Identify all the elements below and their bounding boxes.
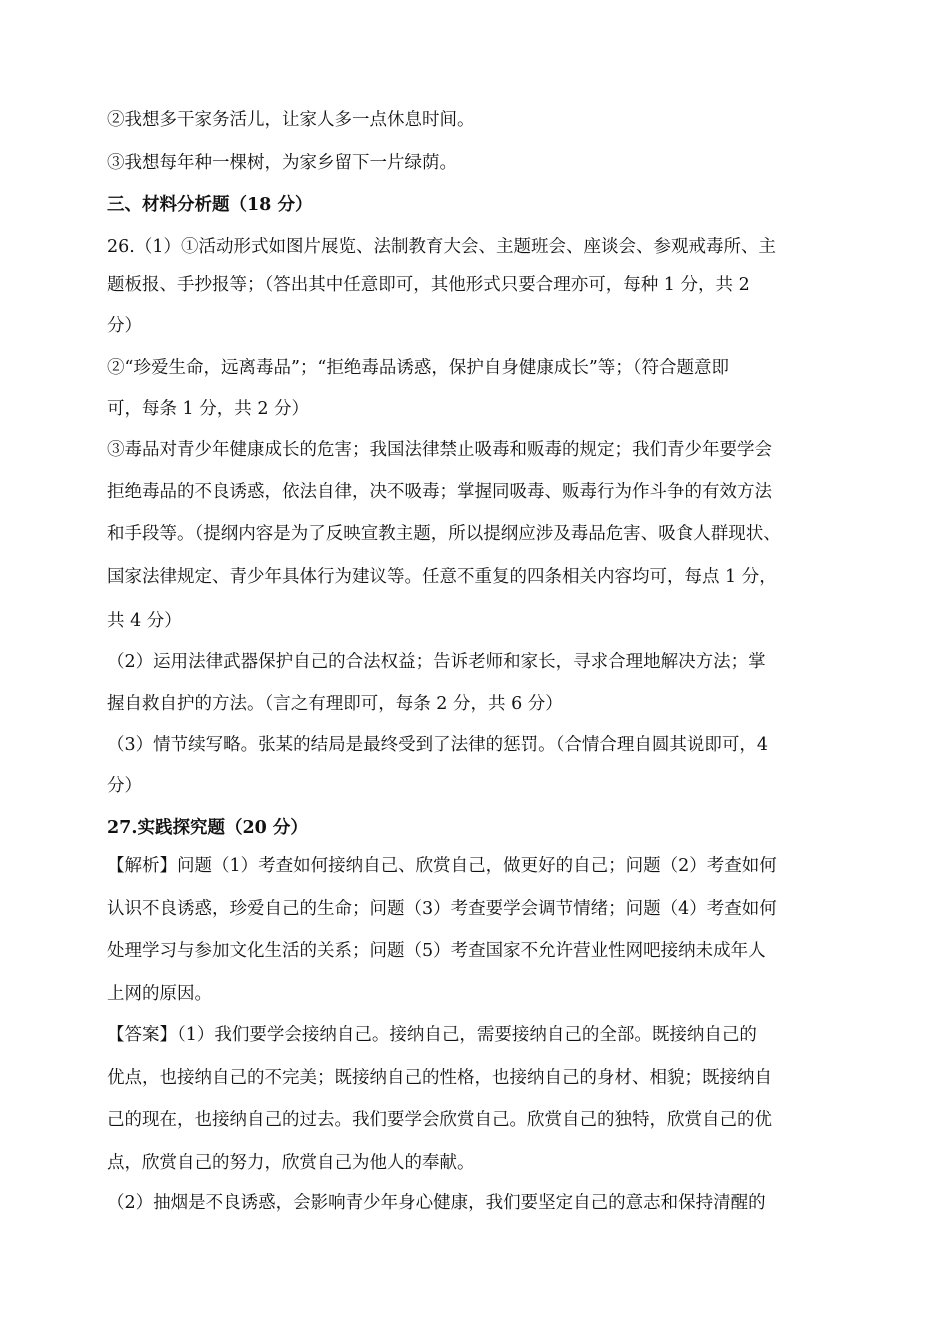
answer-line: 【解析】问题（1）考查如何接纳自己、欣赏自己，做更好的自己；问题（2）考查如何 xyxy=(107,856,777,876)
answer-line: 国家法律规定、青少年具体行为建议等。任意不重复的四条相关内容均可，每点 1 分， xyxy=(107,567,777,587)
answer-line: 点，欣赏自己的努力，欣赏自己为他人的奉献。 xyxy=(107,1153,475,1173)
answer-line: 题板报、手抄报等；（答出其中任意即可，其他形式只要合理亦可，每种 1 分，共 2 xyxy=(107,275,750,295)
answer-line: 处理学习与参加文化生活的关系；问题（5）考查国家不允许营业性网吧接纳未成年人 xyxy=(107,941,766,961)
answer-line: 优点，也接纳自己的不完美；既接纳自己的性格，也接纳自己的身材、相貌；既接纳自 xyxy=(107,1068,772,1088)
answer-line: ②“珍爱生命，远离毒品”；“拒绝毒品诱惑，保护自身健康成长”等；（符合题意即 xyxy=(107,358,730,378)
answer-line: ②我想多干家务活儿，让家人多一点休息时间。 xyxy=(107,110,475,130)
answer-line: 和手段等。（提纲内容是为了反映宣教主题，所以提纲应涉及毒品危害、吸食人群现状、 xyxy=(107,524,781,544)
answer-line: （2）抽烟是不良诱惑，会影响青少年身心健康，我们要坚定自己的意志和保持清醒的 xyxy=(107,1193,766,1213)
answer-line: 共 4 分） xyxy=(107,611,182,631)
answer-line: （2）运用法律武器保护自己的合法权益；告诉老师和家长，寻求合理地解决方法；掌 xyxy=(107,652,766,672)
answer-line: 拒绝毒品的不良诱惑，依法自律，决不吸毒；掌握同吸毒、贩毒行为作斗争的有效方法 xyxy=(107,482,772,502)
answer-line: ③毒品对青少年健康成长的危害；我国法律禁止吸毒和贩毒的规定；我们青少年要学会 xyxy=(107,440,772,460)
answer-line: 【答案】（1）我们要学会接纳自己。接纳自己，需要接纳自己的全部。既接纳自己的 xyxy=(107,1025,757,1045)
answer-line: 握自救自护的方法。（言之有理即可，每条 2 分，共 6 分） xyxy=(107,694,563,714)
answer-line: 上网的原因。 xyxy=(107,984,212,1004)
section-heading: 三、材料分析题（18 分） xyxy=(107,195,313,215)
answer-line: 26.（1）①活动形式如图片展览、法制教育大会、主题班会、座谈会、参观戒毒所、主 xyxy=(107,237,776,257)
answer-line: 分） xyxy=(107,776,142,796)
section-heading: 27.实践探究题（20 分） xyxy=(107,818,308,838)
answer-line: （3）情节续写略。张某的结局是最终受到了法律的惩罚。（合情合理自圆其说即可，4 xyxy=(107,735,769,755)
answer-line: 认识不良诱惑，珍爱自己的生命；问题（3）考查要学会调节情绪；问题（4）考查如何 xyxy=(107,899,777,919)
answer-line: 可，每条 1 分，共 2 分） xyxy=(107,399,310,419)
answer-line: 分） xyxy=(107,316,142,336)
answer-line: 己的现在，也接纳自己的过去。我们要学会欣赏自己。欣赏自己的独特，欣赏自己的优 xyxy=(107,1110,772,1130)
answer-line: ③我想每年种一棵树，为家乡留下一片绿荫。 xyxy=(107,153,457,173)
